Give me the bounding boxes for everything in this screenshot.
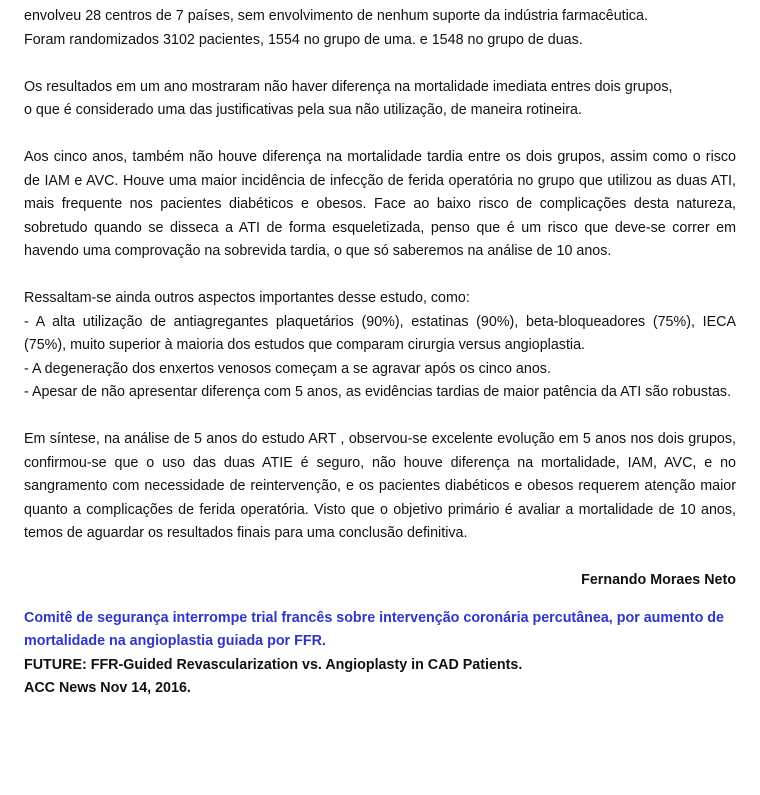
list-item: - Apesar de não apresentar diferença com 5 anos, as evidências tardias de maior patência da ATI são robustas. [24,384,732,400]
document-page [24,0,736,701]
text-line: Ressaltam-se ainda outros aspectos importantes desse estudo, como: [24,290,470,306]
list-item: - A alta utilização de antiagregantes plaquetários (90%), estatinas (90%), beta-bloqueadores (75%), IECA (75%), muito superior à maioria dos estudos que comparam cirurgia versus angioplastia. [24,313,736,353]
paragraph-study-enrollment [24,5,736,52]
news-headline: Comitê de segurança interrompe trial francês sobre intervenção coronária percutânea, por aumento de mortalidade na angioplastia guiada por FFR. [24,609,724,649]
author-signature: Fernando Moraes Neto [581,572,736,588]
paragraph-other-aspects [24,287,736,405]
text-block: Em síntese, na análise de 5 anos do estudo ART , observou-se excelente evolução em 5 anos nos dois grupos, confirmou-se que o uso das duas ATIE é seguro, não houve diferença na mortalidade, IAM, AVC, e no sangramento com necessidade de reintervenção, e os pacientes diabéticos e obesos requerem atenção maior quanto a complicações de ferida operatória. Visto que o objetivo primário é avaliar a mortalidade de 10 anos, temos de aguardar os resultados finais para uma conclusão definitiva. [24,431,736,541]
text-line: Foram randomizados 3102 pacientes, 1554 no grupo de uma. e 1548 no grupo de duas. [24,31,583,48]
news-source: ACC News Nov 14, 2016. [24,680,191,696]
paragraph-synthesis [24,428,736,546]
text-line: o que é considerado uma das justificativas pela sua não utilização, de maneira rotineira. [24,102,582,118]
text-line: Os resultados em um ano mostraram não haver diferença na mortalidade imediata entres dois grupos, [24,78,673,95]
paragraph-five-year-results [24,146,736,264]
text-line: envolveu 28 centros de 7 países, sem envolvimento de nenhum suporte da indústria farmacêutica. [24,8,648,24]
paragraph-one-year-results [24,76,736,123]
text-block: Aos cinco anos, também não houve diferença na mortalidade tardia entre os dois grupos, assim como o risco de IAM e AVC. Houve uma maior incidência de infecção de ferida operatória no grupo que utilizou as duas ATI, mais frequente nos pacientes diabéticos e obesos. Face ao baixo risco de complicações desta natureza, sobretudo quando se disseca a ATI de forma esqueletizada, penso que é um risco que deve-se correr em havendo uma comprovação na sobrevida tardia, o que só saberemos na análise de 10 anos. [24,149,736,259]
list-item: - A degeneração dos enxertos venosos começam a se agravar após os cinco anos. [24,360,551,377]
news-subtitle: FUTURE: FFR-Guided Revascularization vs. Angioplasty in CAD Patients. [24,656,523,673]
